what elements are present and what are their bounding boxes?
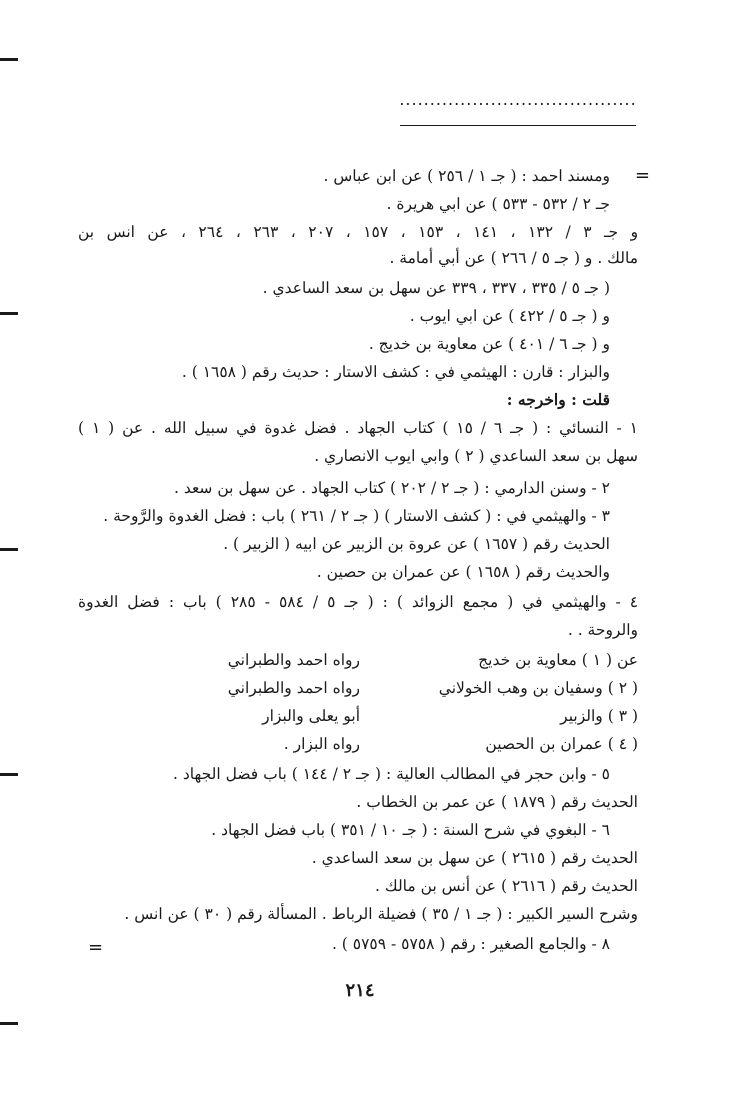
text-line: الحديث رقم ( ٢٦١٦ ) عن أنس بن مالك . <box>375 877 638 895</box>
text-line: ١ - النسائي : ( جـ ٦ / ١٥ ) كتاب الجهاد . فضل غدوة في سبيل الله . عن ( ١ ) <box>78 419 638 437</box>
narrator-intro-row <box>418 648 638 672</box>
narrator-intro: عن <box>616 651 638 669</box>
margin-mark <box>0 1022 18 1025</box>
section-heading: قلت : واخرجه : <box>506 390 610 409</box>
narrator-source: رواه البزار . <box>283 735 360 753</box>
text-line: جـ ٢ / ٥٣٢ - ٥٣٣ ) عن ابي هريرة . <box>386 195 610 213</box>
text-line: وشرح السير الكبير : ( جـ ١ / ٣٥ ) فضيلة الرباط . المسألة رقم ( ٣٠ ) عن انس . <box>124 905 638 923</box>
narrator-name: ( ٤ ) عمران بن الحصين <box>485 735 638 753</box>
narrator-name: ( ٣ ) والزبير <box>560 707 638 725</box>
text-line: و ( جـ ٦ / ٤٠١ ) عن معاوية بن خديج . <box>368 335 610 353</box>
narrator-source: رواه احمد والطبراني <box>227 651 360 669</box>
text-line: والبزار : قارن : الهيثمي في : كشف الاستار : حديث رقم ( ١٦٥٨ ) . <box>181 363 610 381</box>
margin-mark <box>0 312 18 315</box>
page-number: ٢١٤ <box>345 980 375 1001</box>
text-line: ٦ - البغوي في شرح السنة : ( جـ ١٠ / ٣٥١ ) باب فضل الجهاد . <box>211 821 610 839</box>
text-line: ٢ - وسنن الدارمي : ( جـ ٢ / ٢٠٢ ) كتاب الجهاد . عن سهل بن سعد . <box>173 479 610 497</box>
text-line: مالك . و ( جـ ٥ / ٢٦٦ ) عن أبي أمامة . <box>389 249 638 267</box>
text-line: و ( جـ ٥ / ٤٢٢ ) عن ابي ايوب . <box>409 307 610 325</box>
text-line: و جـ ٣ / ١٣٢ ، ١٤١ ، ١٥٣ ، ١٥٧ ، ٢٠٧ ، ٢٦٣ ، ٢٦٤ ، عن انس بن <box>78 223 638 241</box>
narrator-name: ( ١ ) معاوية بن خديج <box>478 651 612 669</box>
text-line: والروحة . . <box>567 621 638 639</box>
text-line: سهل بن سعد الساعدي ( ٢ ) وابي ايوب الانصاري . <box>314 447 638 465</box>
text-line: ( جـ ٥ / ٣٣٥ ، ٣٣٧ ، ٣٣٩ عن سهل بن سعد الساعدي . <box>262 279 610 297</box>
text-line: الحديث رقم ( ١٦٥٧ ) عن عروة بن الزبير عن ابيه ( الزبير ) . <box>223 535 610 553</box>
continuation-marker-bottom: = <box>88 937 104 958</box>
margin-mark <box>0 58 18 61</box>
text-line: والحديث رقم ( ١٦٥٨ ) عن عمران بن حصين . <box>316 563 610 581</box>
text-line: ٥ - وابن حجر في المطالب العالية : ( جـ ٢ / ١٤٤ ) باب فضل الجهاد . <box>173 765 610 783</box>
text-line: الحديث رقم ( ٢٦١٥ ) عن سهل بن سعد الساعدي . <box>311 849 638 867</box>
text-line: ٤ - والهيثمي في ( مجمع الزوائد ) : ( جـ ٥ / ٥٨٤ - ٢٨٥ ) باب : فضل الغدوة <box>78 593 638 611</box>
continuation-marker-top: = <box>634 165 650 186</box>
margin-mark <box>0 773 18 776</box>
text-line: ٣ - والهيثمي في : ( كشف الاستار ) ( جـ ٢ / ٢٦١ ) باب : فضل الغدوة والرَّوحة . <box>103 507 610 525</box>
text-line: الحديث رقم ( ١٨٧٩ ) عن عمر بن الخطاب . <box>356 793 638 811</box>
text-line: ٨ - والجامع الصغير : رقم ( ٥٧٥٨ - ٥٧٥٩ ) . <box>331 935 610 953</box>
narrator-name: ( ٢ ) وسفيان بن وهب الخولاني <box>438 679 638 697</box>
narrator-source: رواه احمد والطبراني <box>227 679 360 697</box>
footnote-separator <box>400 125 636 126</box>
text-line: ومسند احمد : ( جـ ١ / ٢٥٦ ) عن ابن عباس . <box>323 167 610 185</box>
narrator-source: أبو يعلى والبزار <box>262 707 360 725</box>
margin-mark <box>0 548 18 551</box>
footnote-dots: ....................................... <box>399 92 637 108</box>
